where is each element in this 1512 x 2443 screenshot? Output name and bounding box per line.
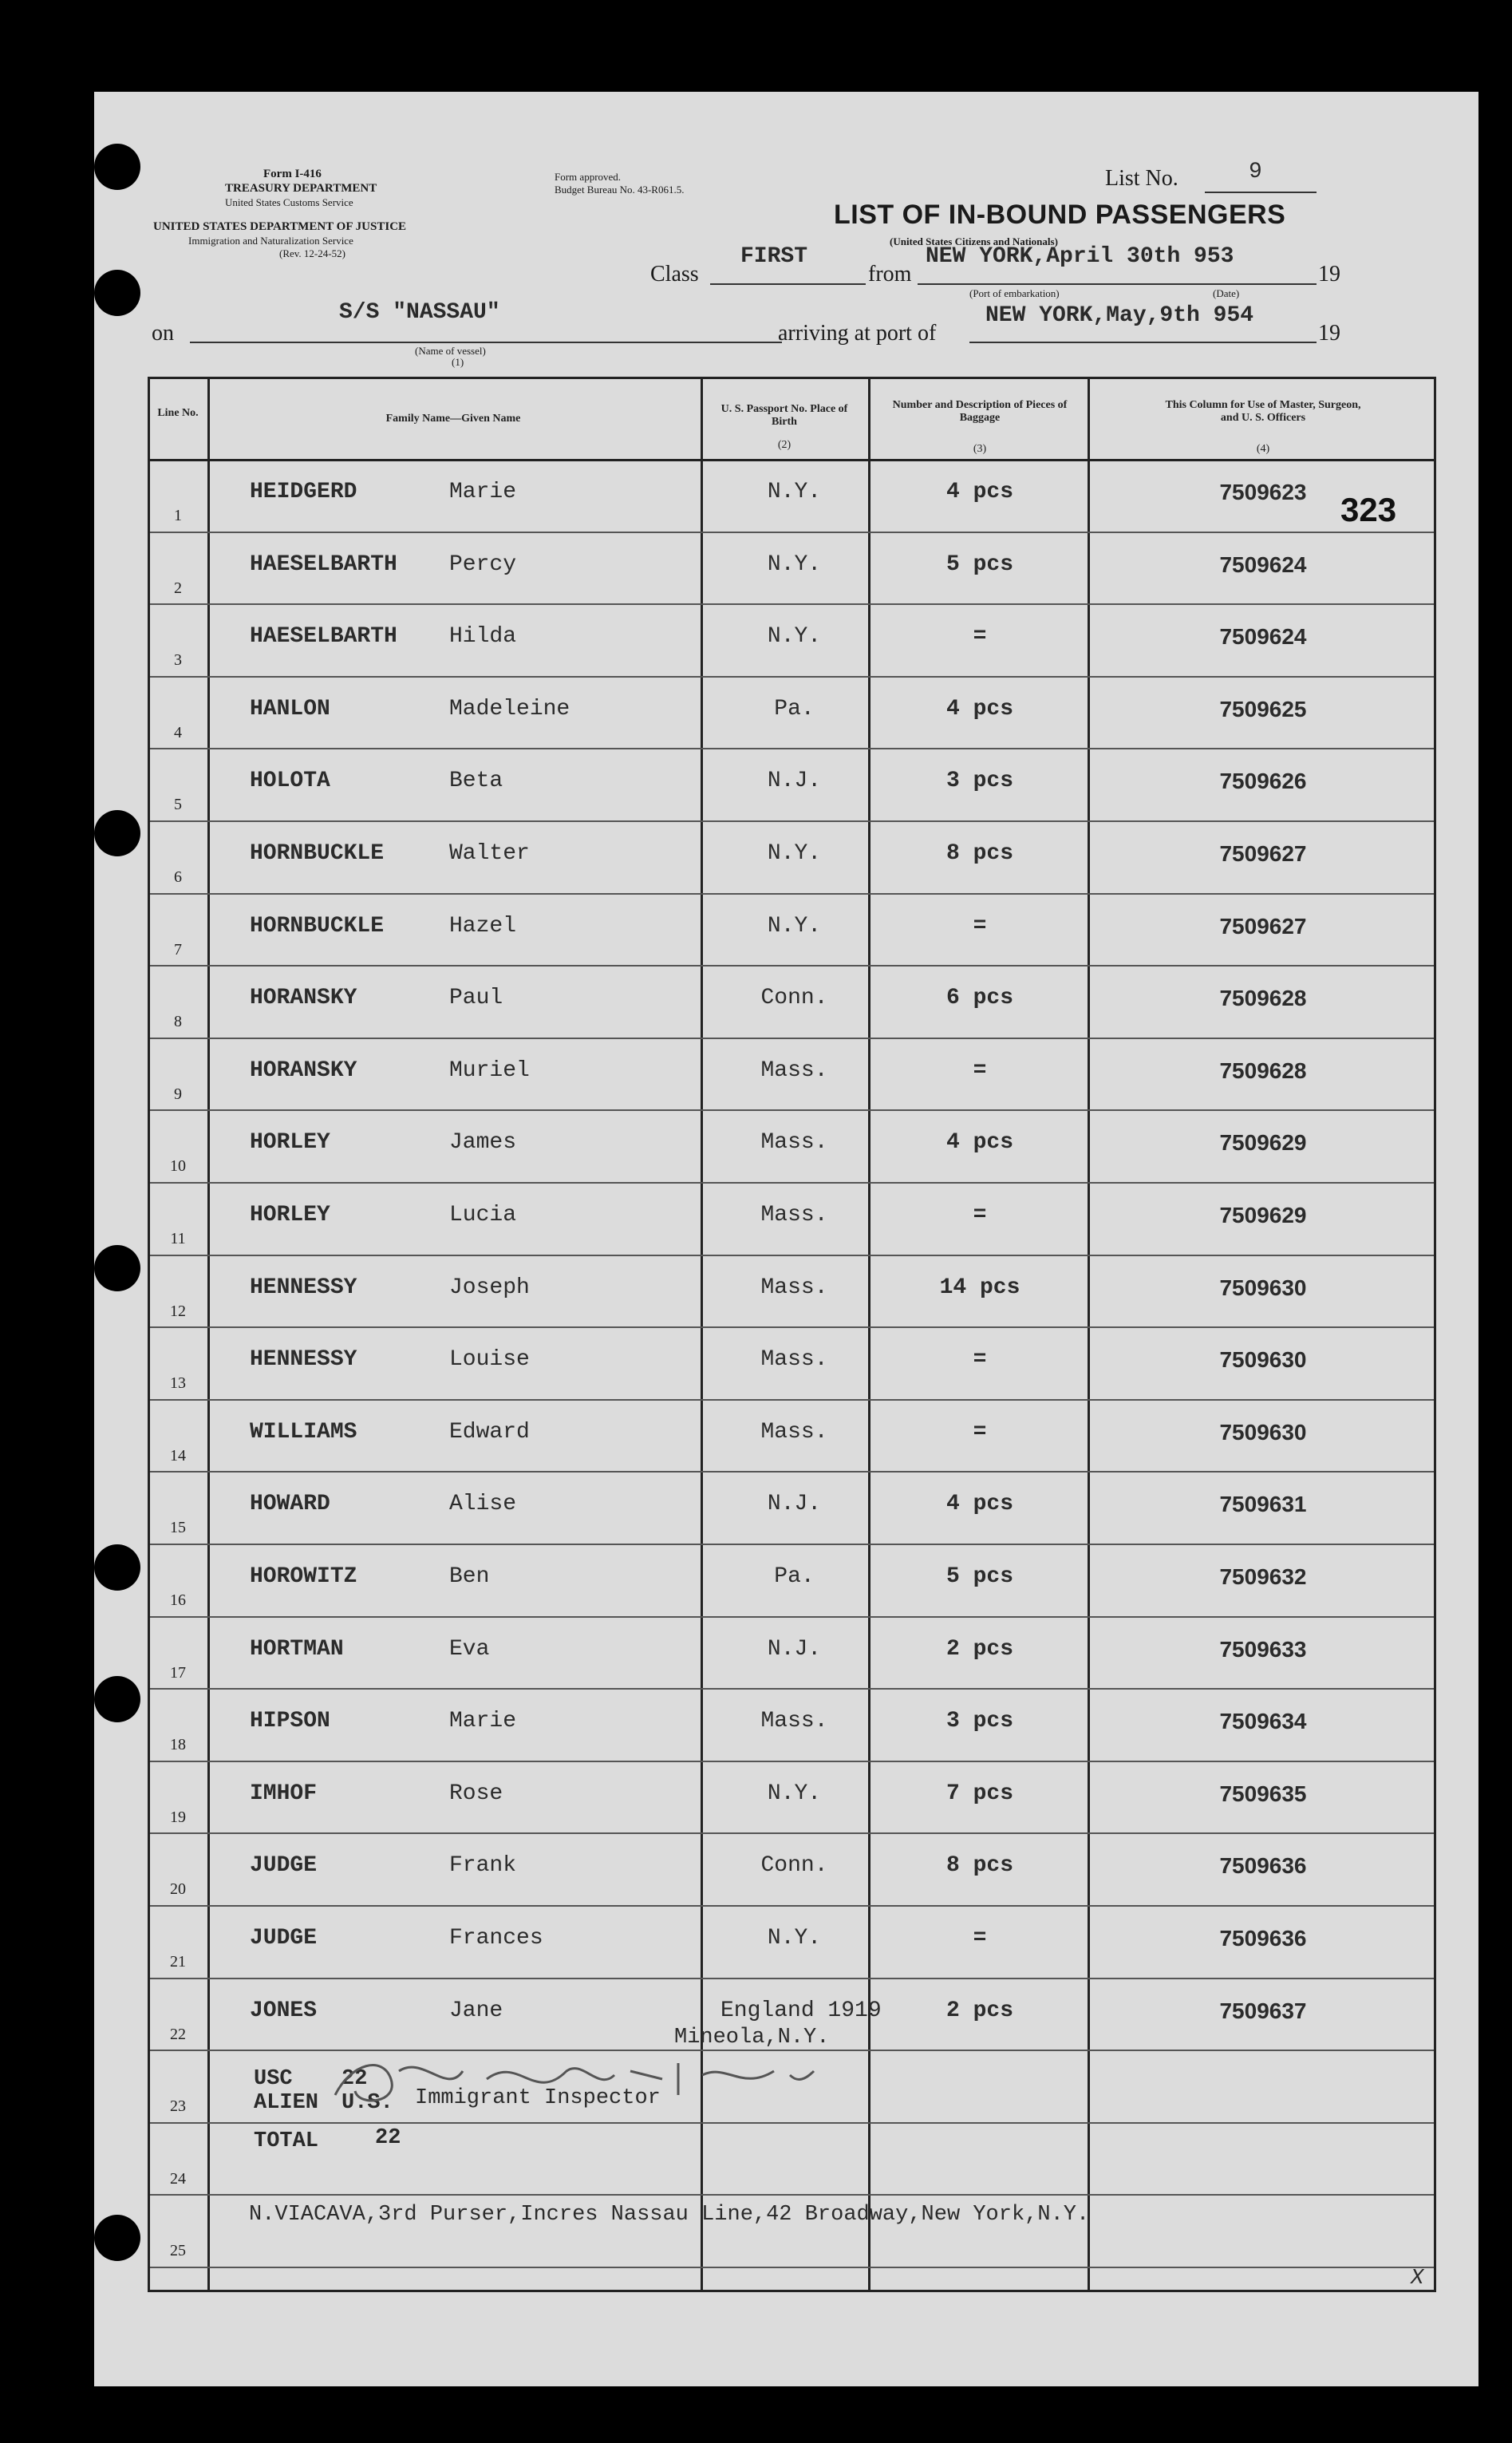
family-name: WILLIAMS — [250, 1419, 357, 1445]
family-name: IMHOF — [250, 1781, 318, 1806]
baggage-count: = — [973, 1347, 987, 1373]
officer-number: 7509636 — [1219, 1926, 1307, 1951]
mineola-note: Mineola,N.Y. — [674, 2026, 830, 2050]
line-number: 6 — [174, 868, 182, 886]
place-of-birth: Mass. — [760, 1203, 828, 1227]
table-row — [150, 1038, 1434, 1112]
line-number: 9 — [174, 1085, 182, 1103]
on-label: on — [152, 321, 174, 346]
family-name: HORNBUCKLE — [250, 841, 385, 866]
family-name: HENNESSY — [250, 1347, 357, 1373]
alien-label: ALIEN — [254, 2091, 319, 2115]
family-name: HAESELBARTH — [250, 551, 397, 577]
line-number: 16 — [170, 1591, 186, 1609]
officer-number: 7509636 — [1219, 1853, 1307, 1879]
place-of-birth: Mass. — [760, 1347, 828, 1373]
table-row — [150, 2122, 1434, 2196]
table-row — [150, 1109, 1434, 1184]
line-number: 11 — [170, 1230, 186, 1247]
table-row — [150, 1399, 1434, 1473]
line-number: 8 — [174, 1013, 182, 1031]
place-of-birth: Mass. — [760, 1275, 828, 1300]
family-name: HORANSKY — [250, 986, 357, 1011]
officer-number: 7509627 — [1219, 913, 1307, 939]
table-row — [150, 1905, 1434, 1979]
baggage-count: 4 pcs — [945, 480, 1013, 504]
family-name: HORTMAN — [250, 1636, 344, 1662]
baggage-count: = — [973, 1057, 987, 1083]
place-of-birth: N.Y. — [767, 1781, 822, 1806]
table-row — [150, 1182, 1434, 1256]
family-name: HORLEY — [250, 1203, 330, 1227]
col-officers-no: (4) — [1256, 443, 1270, 455]
place-of-birth: Mass. — [760, 1419, 828, 1445]
officer-number: 7509630 — [1219, 1275, 1307, 1300]
col-name: Family Name—Given Name — [385, 413, 521, 425]
family-name: HORANSKY — [250, 1057, 357, 1083]
line-number: 3 — [174, 651, 182, 670]
passenger-table — [148, 377, 1436, 2292]
col-baggage: Number and Description of Pieces of Baggage — [892, 399, 1068, 424]
given-name: Louise — [449, 1347, 530, 1373]
col-passport-no: (2) — [777, 439, 792, 451]
given-name: Walter — [449, 841, 530, 866]
punch-hole — [94, 810, 140, 856]
col-officers: This Column for Use of Master, Surgeon, and U. S. Officers — [1165, 399, 1361, 424]
given-name: Jane — [449, 1998, 503, 2023]
year-label-2: 19 — [1318, 321, 1340, 346]
punch-hole — [94, 144, 140, 190]
family-name: HOLOTA — [250, 769, 330, 794]
table-row — [150, 893, 1434, 967]
place-of-birth: N.Y. — [767, 480, 822, 504]
baggage-count: 6 pcs — [945, 986, 1013, 1011]
line-number: 21 — [170, 1953, 186, 1971]
officer-number: 7509628 — [1219, 1057, 1307, 1083]
vessel-name: S/S "NASSAU" — [339, 300, 500, 325]
given-name: Rose — [449, 1781, 503, 1806]
family-name: HOROWITZ — [250, 1564, 357, 1589]
list-no-label: List No. — [1105, 166, 1178, 191]
place-of-birth: N.J. — [767, 769, 822, 794]
page-stamp-number: 323 — [1340, 491, 1397, 528]
line-number: 17 — [170, 1663, 186, 1682]
line-number: 1 — [174, 507, 182, 524]
baggage-count: = — [973, 913, 987, 939]
table-row — [150, 1544, 1434, 1618]
given-name: Alise — [449, 1492, 517, 1517]
punch-hole — [94, 270, 140, 316]
margin-mark: X — [1411, 2267, 1424, 2291]
list-no-value: 9 — [1249, 160, 1262, 184]
page-title: LIST OF IN-BOUND PASSENGERS — [834, 200, 1286, 230]
place-of-birth: N.Y. — [767, 551, 822, 577]
family-name: HANLON — [250, 696, 330, 721]
baggage-count: = — [973, 1419, 987, 1445]
year-label: 19 — [1318, 262, 1340, 287]
punch-hole — [94, 2215, 140, 2261]
officer-number: 7509632 — [1219, 1564, 1307, 1589]
line-number: 7 — [174, 940, 182, 959]
officer-number: 7509631 — [1219, 1492, 1307, 1517]
table-row — [150, 532, 1434, 606]
port-caption: (Port of embarkation) — [969, 287, 1060, 299]
usc-label: USC — [254, 2067, 293, 2091]
form-approved: Form approved. — [555, 171, 622, 183]
given-name: Muriel — [449, 1057, 530, 1083]
baggage-count: 2 pcs — [945, 1636, 1013, 1662]
line-number: 12 — [170, 1302, 186, 1320]
alien-value: U.S. — [341, 2091, 393, 2115]
family-name: JONES — [250, 1998, 318, 2023]
class-value: FIRST — [740, 244, 808, 269]
table-row — [150, 820, 1434, 895]
usc-value: 22 — [341, 2067, 368, 2091]
officer-number: 7509635 — [1219, 1781, 1307, 1806]
given-name: Percy — [449, 551, 517, 577]
officer-number: 7509637 — [1219, 1998, 1307, 2023]
officer-number: 7509634 — [1219, 1709, 1307, 1734]
class-label: Class — [650, 262, 699, 287]
place-of-birth: Pa. — [774, 696, 815, 721]
line-number: 20 — [170, 1880, 186, 1899]
baggage-count: = — [973, 1203, 987, 1227]
given-name: Hilda — [449, 624, 517, 650]
given-name: Ben — [449, 1564, 490, 1589]
justice-dept: UNITED STATES DEPARTMENT OF JUSTICE — [153, 220, 407, 233]
baggage-count: 8 pcs — [945, 841, 1013, 866]
given-name: Marie — [449, 1709, 517, 1734]
col-passport: U. S. Passport No. Place of Birth — [720, 403, 848, 428]
family-name: HORNBUCKLE — [250, 913, 385, 939]
total-value: 22 — [375, 2126, 401, 2150]
baggage-count: 5 pcs — [945, 1564, 1013, 1589]
table-row — [150, 1255, 1434, 1329]
form-number: Form I-416 — [263, 168, 322, 180]
baggage-count: 3 pcs — [945, 769, 1013, 794]
from-value: NEW YORK,April 30th 953 — [926, 244, 1234, 269]
total-label: TOTAL — [254, 2129, 319, 2153]
family-name: HIPSON — [250, 1709, 330, 1734]
officer-number: 7509630 — [1219, 1347, 1307, 1373]
line-number: 23 — [170, 2097, 186, 2116]
table-row — [150, 676, 1434, 750]
table-row — [150, 603, 1434, 678]
baggage-count: 8 pcs — [945, 1853, 1013, 1879]
place-of-birth: Conn. — [760, 986, 828, 1011]
given-name: Frances — [449, 1926, 543, 1951]
officer-number: 7509630 — [1219, 1419, 1307, 1445]
line-number: 24 — [170, 2169, 186, 2188]
table-row — [150, 459, 1434, 533]
table-row — [150, 748, 1434, 822]
officer-number: 7509627 — [1219, 841, 1307, 866]
baggage-count: 3 pcs — [945, 1709, 1013, 1734]
punch-hole — [94, 1245, 140, 1291]
officer-number: 7509625 — [1219, 696, 1307, 721]
inspector-signature — [327, 2047, 822, 2111]
officer-number: 7509623 — [1219, 480, 1307, 504]
place-of-birth: N.Y. — [767, 624, 822, 650]
place-of-birth: England 1919 — [720, 1998, 882, 2023]
line-number: 13 — [170, 1374, 186, 1393]
table-row — [150, 1326, 1434, 1401]
line-number: 4 — [174, 723, 182, 741]
arriving-label: arriving at port of — [778, 321, 937, 346]
immigrant-inspector: Immigrant Inspector — [415, 2086, 661, 2110]
given-name: James — [449, 1130, 517, 1156]
line-number: 19 — [170, 1808, 186, 1826]
arriving-value: NEW YORK,May,9th 954 — [985, 303, 1254, 328]
place-of-birth: N.J. — [767, 1492, 822, 1517]
treasury-dept: TREASURY DEPARTMENT — [225, 182, 377, 195]
punch-hole — [94, 1676, 140, 1722]
given-name: Marie — [449, 480, 517, 504]
family-name: JUDGE — [250, 1926, 318, 1951]
baggage-count: 7 pcs — [945, 1781, 1013, 1806]
page-subtitle: (United States Citizens and Nationals) — [890, 235, 1058, 247]
purser-line: N.VIACAVA,3rd Purser,Incres Nassau Line,42 Broadway,New York,N.Y. — [249, 2203, 1090, 2227]
given-name: Paul — [449, 986, 503, 1011]
baggage-count: = — [973, 624, 987, 650]
vessel-caption: (Name of vessel) — [415, 345, 486, 357]
family-name: HAESELBARTH — [250, 624, 397, 650]
place-of-birth: N.J. — [767, 1636, 822, 1662]
ins-service: Immigration and Naturalization Service — [188, 235, 353, 247]
place-of-birth: N.Y. — [767, 1926, 822, 1951]
given-name: Eva — [449, 1636, 490, 1662]
line-number: 15 — [170, 1519, 186, 1537]
line-number: 18 — [170, 1736, 186, 1754]
family-name: HORLEY — [250, 1130, 330, 1156]
given-name: Beta — [449, 769, 503, 794]
baggage-count: 14 pcs — [939, 1275, 1021, 1300]
place-of-birth: N.Y. — [767, 841, 822, 866]
line-number: 14 — [170, 1446, 186, 1465]
baggage-count: 2 pcs — [945, 1998, 1013, 2023]
place-of-birth: Mass. — [760, 1130, 828, 1156]
date-caption: (Date) — [1213, 287, 1240, 299]
line-number: 10 — [170, 1157, 186, 1176]
baggage-count: 4 pcs — [945, 1492, 1013, 1517]
officer-number: 7509633 — [1219, 1636, 1307, 1662]
officer-number: 7509629 — [1219, 1203, 1307, 1227]
place-of-birth: Mass. — [760, 1709, 828, 1734]
col-line-no: Line No. — [157, 407, 199, 419]
officer-number: 7509624 — [1219, 551, 1307, 577]
given-name: Joseph — [449, 1275, 530, 1300]
line-number: 25 — [170, 2242, 186, 2260]
punch-hole — [94, 1544, 140, 1591]
family-name: JUDGE — [250, 1853, 318, 1879]
table-row — [150, 1832, 1434, 1907]
line-number: 5 — [174, 796, 182, 814]
place-of-birth: Pa. — [774, 1564, 815, 1589]
vessel-caption-no: (1) — [452, 356, 464, 368]
given-name: Hazel — [449, 913, 517, 939]
baggage-count: = — [973, 1926, 987, 1951]
officer-number: 7509626 — [1219, 769, 1307, 794]
from-label: from — [868, 262, 912, 287]
officer-number: 7509629 — [1219, 1130, 1307, 1156]
budget-bureau: Budget Bureau No. 43-R061.5. — [555, 184, 685, 196]
family-name: HEIDGERD — [250, 480, 357, 504]
table-row — [150, 1761, 1434, 1835]
customs-service: United States Customs Service — [225, 196, 353, 208]
table-row — [150, 1616, 1434, 1690]
table-row — [150, 1471, 1434, 1545]
revision-date: (Rev. 12-24-52) — [279, 247, 345, 259]
officer-number: 7509624 — [1219, 624, 1307, 650]
place-of-birth: Conn. — [760, 1853, 828, 1879]
given-name: Frank — [449, 1853, 517, 1879]
col-baggage-no: (3) — [973, 443, 987, 455]
given-name: Madeleine — [449, 696, 570, 721]
family-name: HOWARD — [250, 1492, 330, 1517]
place-of-birth: N.Y. — [767, 913, 822, 939]
baggage-count: 5 pcs — [945, 551, 1013, 577]
line-number: 22 — [170, 2025, 186, 2043]
family-name: HENNESSY — [250, 1275, 357, 1300]
officer-number: 7509628 — [1219, 986, 1307, 1011]
given-name: Edward — [449, 1419, 530, 1445]
table-row — [150, 1688, 1434, 1762]
table-row — [150, 965, 1434, 1039]
baggage-count: 4 pcs — [945, 1130, 1013, 1156]
place-of-birth: Mass. — [760, 1057, 828, 1083]
line-number: 2 — [174, 579, 182, 597]
given-name: Lucia — [449, 1203, 517, 1227]
baggage-count: 4 pcs — [945, 696, 1013, 721]
